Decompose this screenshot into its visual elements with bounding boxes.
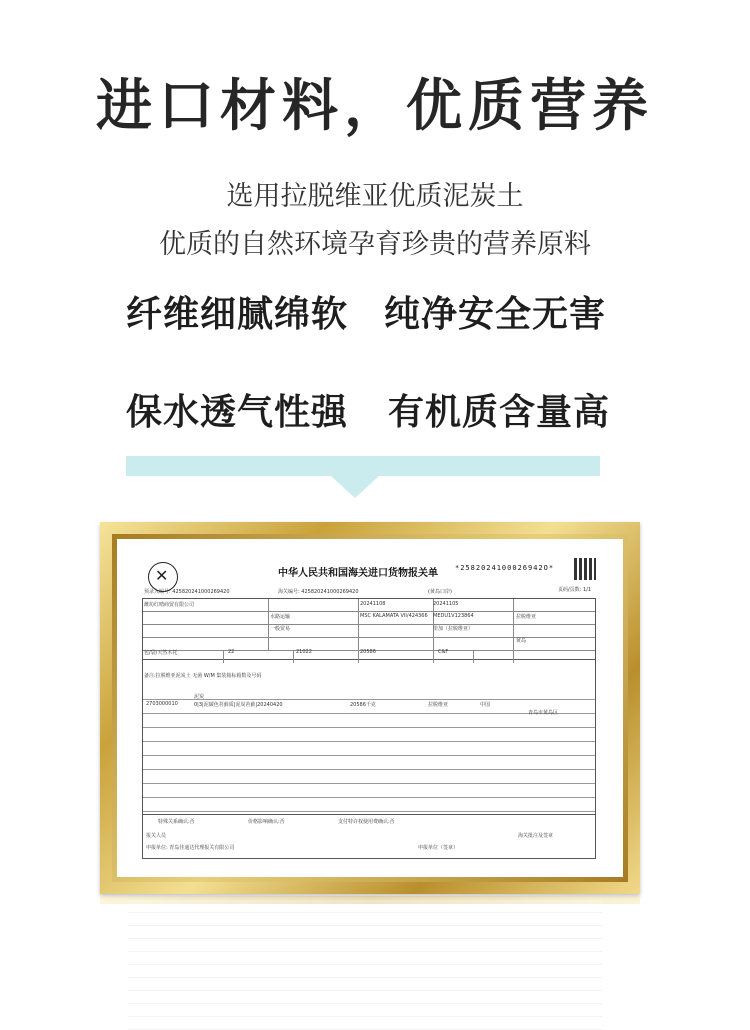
goods-district: 青岛市黄岛区 [528,710,559,716]
customs-declaration [128,548,602,864]
trade-mode: 一般贸易 [270,626,291,632]
declarant-unit: 申报单位: 青岛佳通达代理报关有限公司 [146,845,235,851]
feature-fiber: 纤维细腻绵软 [126,294,349,335]
headline: 进口材料，优质营养 [96,74,654,139]
trade-terms: C&F [438,649,449,655]
document-title: 中华人民共和国海关进口货物报关单 [278,568,438,579]
goods-quantity: 20586千克 [350,702,376,708]
barcode-number: *2582024100026942O* [455,564,555,572]
loading-port: 里加（拉脱维亚） [433,626,474,632]
goods-description: 0|3|泥碳色苔藓质|泥炭苔藓|20240420 [194,702,283,708]
declare-date: 20241105 [433,601,459,607]
customs-remarks: 海关批注及签章 [518,833,554,839]
origin-country: 拉脱维亚 [516,614,537,620]
transport-mode: 水路运输 [270,614,291,620]
remarks: 备注:拉脱维亚泥炭土 无菌 W/M 集装箱标箱数及号码 [144,673,262,679]
document-reflection [128,900,602,1030]
goods-origin: 拉脱维亚 [428,702,449,708]
declaration-number: 预录入编号: 425820241000269420 [144,589,230,595]
feature-moisture: 保水透气性强 [126,392,349,433]
gross-weight: 21022 [296,649,312,655]
feature-safe: 纯净安全无害 [384,294,607,335]
bill-number: MEDU1V123864 [433,613,474,619]
import-date: 20241108 [360,601,386,607]
accent-arrow [331,476,379,498]
special-relation: 特殊关系确认:否 [158,819,195,825]
declarant-label: 报关人员 [146,833,167,839]
package-count: 22 [228,649,235,655]
vessel: MSC KALAMATA VII/424366 [360,613,428,619]
goods-code: 2703000010 [146,701,178,707]
declaration-seal: 申报单位（签章） [418,845,459,851]
page-info: 页码/页数: 1/1 [558,587,592,593]
destination-port: (黄岛口岸) [428,589,452,595]
qr-code-icon [574,558,596,580]
feature-organic: 有机质含量高 [388,392,611,433]
entry-port: 黄岛 [516,638,527,644]
goods-final-destination: 中国 [480,702,491,708]
accent-bar [126,456,600,476]
price-effect: 价格影响确认:否 [248,819,285,825]
consignee: 潍坊红晴商贸有限公司 [144,602,195,608]
package-type: 包/袋/天然木托 [144,650,178,656]
subtitle-line-2: 优质的自然环境孕育珍贵的营养原料 [159,229,591,260]
royalty-confirmation: 支付特许权使用费确认:否 [338,819,395,825]
customs-number: 海关编号: 425820241000269420 [278,589,359,595]
subtitle-line-1: 选用拉脱维亚优质泥炭土 [226,181,524,212]
net-weight: 20586 [360,649,376,655]
goods-name: 泥炭 [194,694,205,700]
